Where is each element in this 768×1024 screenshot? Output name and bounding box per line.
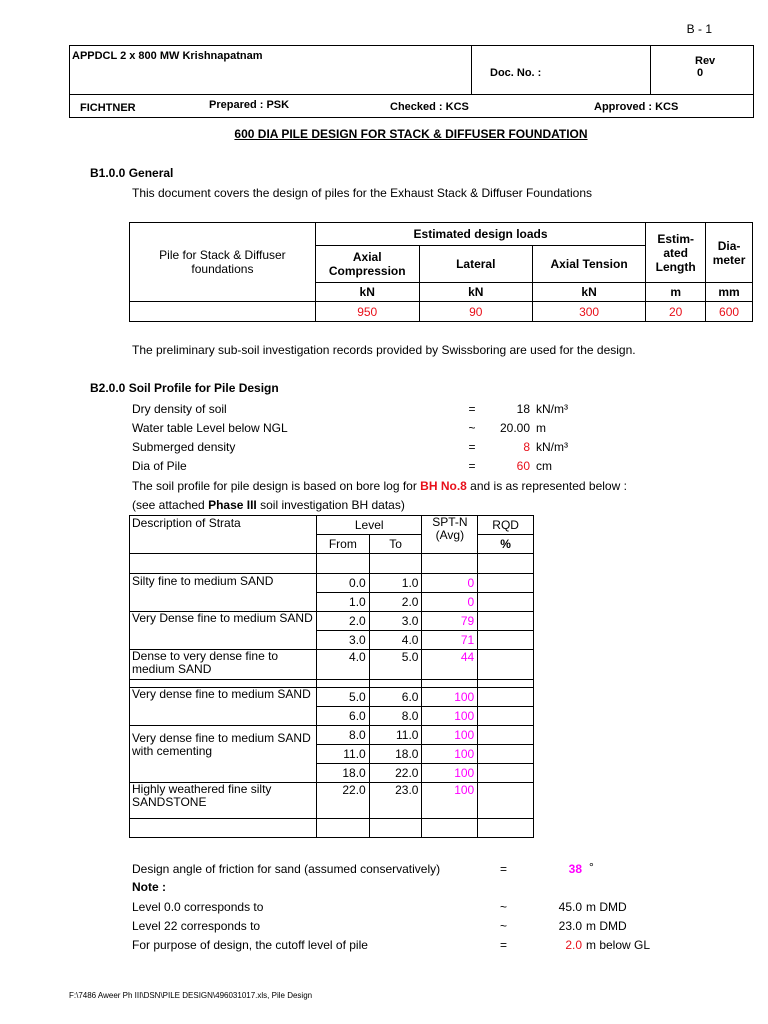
param-unit: kN/m³ (536, 402, 568, 416)
value-cell: 300 (532, 302, 645, 322)
param-eq: ~ (468, 421, 476, 435)
spt-value: 0 (422, 574, 478, 593)
empty-cell (422, 819, 478, 838)
col-header-axial-compression: Axial Compression (315, 246, 419, 283)
empty-cell (130, 302, 316, 322)
level-to: 11.0 (369, 726, 422, 745)
rqd-value (478, 726, 534, 745)
level-from: 11.0 (316, 745, 369, 764)
level-from: 22.0 (316, 783, 369, 819)
bore-hole-ref: BH No.8 (420, 479, 467, 493)
spt-value: 100 (422, 726, 478, 745)
level-to: 4.0 (369, 631, 422, 650)
param-value: 20.00 (499, 421, 530, 435)
section-heading-general: B1.0.0 General (90, 166, 174, 180)
spt-value: 44 (422, 650, 478, 680)
rqd-value (478, 745, 534, 764)
note-label: Level 22 corresponds to (132, 919, 261, 933)
note-value: 45.0 (558, 900, 582, 914)
rqd-value (478, 764, 534, 783)
spt-value: 100 (422, 707, 478, 726)
friction-value: 38 (568, 862, 582, 876)
preliminary-text: The preliminary sub-soil investigation records provided by Swissboring are used for the design. (132, 343, 636, 357)
strata-description: Highly weathered fine silty SANDSTONE (130, 783, 317, 819)
friction-label: Design angle of friction for sand (assumed conservatively) (132, 862, 441, 876)
table-row (130, 650, 534, 680)
strata-description: Silty fine to medium SAND (130, 574, 317, 612)
param-label: Water table Level below NGL (132, 421, 288, 435)
param-value: 8 (523, 440, 530, 454)
note-label: For purpose of design, the cutoff level of pile (132, 938, 368, 952)
company-name: FICHTNER (80, 102, 136, 114)
value-cell: 950 (315, 302, 419, 322)
doc-no-label: Doc. No. : (490, 67, 542, 79)
col-header-description: Description of Strata (130, 516, 317, 554)
level-to: 3.0 (369, 612, 422, 631)
empty-cell (130, 554, 317, 574)
level-to: 5.0 (369, 650, 422, 680)
level-from: 1.0 (316, 593, 369, 612)
document-header (69, 45, 754, 118)
param-eq: = (468, 402, 476, 416)
empty-cell (316, 680, 369, 688)
rqd-value (478, 783, 534, 819)
col-header-length: Estim- ated Length (646, 223, 706, 283)
rqd-value (478, 650, 534, 680)
page-title: 600 DIA PILE DESIGN FOR STACK & DIFFUSER FOUNDATION (234, 127, 588, 141)
level-to: 22.0 (369, 764, 422, 783)
empty-cell (369, 554, 422, 574)
rqd-value (478, 612, 534, 631)
param-unit: cm (536, 459, 552, 473)
unit-cell: kN (532, 283, 645, 302)
empty-cell (422, 554, 478, 574)
note-value: 23.0 (558, 919, 582, 933)
spt-value: 79 (422, 612, 478, 631)
table-row (130, 726, 534, 745)
spt-value: 100 (422, 745, 478, 764)
empty-cell (369, 819, 422, 838)
col-header-level: Level (316, 516, 422, 535)
section-heading-soil: B2.0.0 Soil Profile for Pile Design (90, 381, 279, 395)
profile-text-a: The soil profile for pile design is based on bore log for (132, 479, 421, 493)
phase-ref: Phase III (208, 498, 257, 512)
level-from: 3.0 (316, 631, 369, 650)
spt-value: 100 (422, 688, 478, 707)
profile-text (132, 479, 627, 493)
col-header-rqd: RQD (478, 516, 534, 535)
strata-description: Very dense fine to medium SAND (130, 688, 317, 726)
param-unit: m (536, 421, 546, 435)
level-from: 0.0 (316, 574, 369, 593)
attached-b: soil investigation BH datas) (256, 498, 405, 512)
group-header-loads: Estimated design loads (315, 223, 645, 246)
level-to: 1.0 (369, 574, 422, 593)
spt-value: 100 (422, 764, 478, 783)
level-to: 2.0 (369, 593, 422, 612)
param-value: 60 (516, 459, 530, 473)
level-from: 5.0 (316, 688, 369, 707)
prepared-by: Prepared : PSK (209, 99, 290, 111)
rqd-value (478, 574, 534, 593)
rqd-value (478, 707, 534, 726)
param-eq: = (468, 440, 476, 454)
strata-description: Dense to very dense fine to medium SAND (130, 650, 317, 680)
unit-cell: m (646, 283, 706, 302)
col-header-diameter: Dia- meter (706, 223, 753, 283)
friction-eq: = (500, 862, 508, 876)
col-header-axial-tension: Axial Tension (532, 246, 645, 283)
level-from: 8.0 (316, 726, 369, 745)
param-label: Dry density of soil (132, 402, 227, 416)
table-row (130, 688, 534, 707)
level-to: 6.0 (369, 688, 422, 707)
profile-text-b: and is as represented below : (466, 479, 627, 493)
design-loads-table (129, 222, 753, 322)
level-to: 23.0 (369, 783, 422, 819)
general-text: This document covers the design of piles for the Exhaust Stack & Diffuser Foundations (132, 186, 593, 200)
note-unit: m DMD (586, 919, 627, 933)
note-eq: ~ (500, 900, 508, 914)
strata-table (129, 515, 534, 838)
rev-value: 0 (697, 67, 704, 79)
project-name: APPDCL 2 x 800 MW Krishnapatnam (72, 50, 263, 62)
table-row (130, 612, 534, 631)
param-value: 18 (516, 402, 530, 416)
spt-value: 100 (422, 783, 478, 819)
level-to: 18.0 (369, 745, 422, 764)
empty-cell (316, 819, 369, 838)
page-id: B - 1 (686, 22, 712, 36)
note-label: Level 0.0 corresponds to (132, 900, 264, 914)
rqd-value (478, 688, 534, 707)
pile-row-label: Pile for Stack & Diffuser foundations (130, 223, 316, 302)
param-unit: kN/m³ (536, 440, 568, 454)
param-eq: = (468, 459, 476, 473)
unit-cell: kN (419, 283, 532, 302)
attached-note (132, 498, 405, 512)
rqd-value (478, 631, 534, 650)
approved-by: Approved : KCS (594, 101, 679, 113)
note-eq: ~ (500, 919, 508, 933)
note-heading: Note : (132, 880, 166, 894)
level-to: 8.0 (369, 707, 422, 726)
table-row (130, 574, 534, 593)
friction-unit: ° (589, 860, 594, 874)
level-from: 6.0 (316, 707, 369, 726)
note-eq: = (500, 938, 508, 952)
col-header-rqd-unit: % (478, 535, 534, 554)
empty-cell (478, 819, 534, 838)
empty-cell (478, 680, 534, 688)
level-from: 18.0 (316, 764, 369, 783)
note-value: 2.0 (565, 938, 582, 952)
strata-description: Very Dense fine to medium SAND (130, 612, 317, 650)
param-label: Submerged density (132, 440, 236, 454)
rev-label: Rev (695, 55, 716, 67)
col-header-to: To (369, 535, 422, 554)
spt-value: 71 (422, 631, 478, 650)
value-cell: 600 (706, 302, 753, 322)
unit-cell: kN (315, 283, 419, 302)
attached-a: (see attached (132, 498, 209, 512)
note-unit: m below GL (586, 938, 651, 952)
rqd-value (478, 593, 534, 612)
empty-cell (422, 680, 478, 688)
col-header-lateral: Lateral (419, 246, 532, 283)
table-row (130, 783, 534, 819)
empty-cell (130, 819, 317, 838)
level-from: 2.0 (316, 612, 369, 631)
col-header-from: From (316, 535, 369, 554)
strata-description: Very dense fine to medium SAND with cementing (130, 726, 317, 783)
value-cell: 20 (646, 302, 706, 322)
checked-by: Checked : KCS (390, 101, 469, 113)
spt-value: 0 (422, 593, 478, 612)
level-from: 4.0 (316, 650, 369, 680)
empty-cell (478, 554, 534, 574)
unit-cell: mm (706, 283, 753, 302)
note-unit: m DMD (586, 900, 627, 914)
col-header-spt: SPT-N (Avg) (422, 516, 478, 554)
empty-cell (316, 554, 369, 574)
empty-cell (369, 680, 422, 688)
param-label: Dia of Pile (132, 459, 187, 473)
value-cell: 90 (419, 302, 532, 322)
file-path-footer: F:\7486 Aweer Ph III\DSN\PILE DESIGN\496031017.xls, Pile Design (69, 991, 313, 1000)
